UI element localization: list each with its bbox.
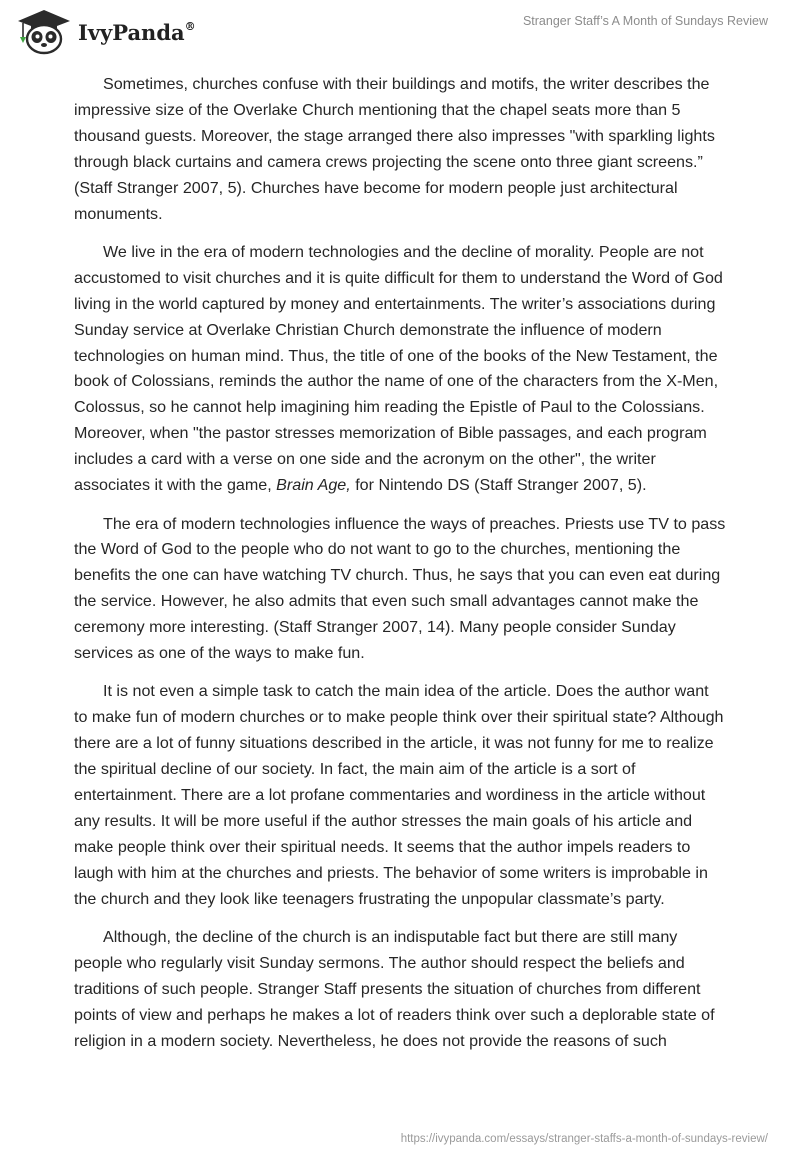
paragraph: We live in the era of modern technologies and the decline of morality. People are not accustomed to visit churches and it is quite difficult for them to understand the Word of God living in the world captured by money and entertainments. The writer’s associations during Sunday service at Overlake Christian Church demonstrate the influence of modern technologies on human mind. Thus, the title of one of the books of the New Testament, the book of Colossians, reminds the author the name of one of the characters from the X-Men, Colossus, so he cannot help imagining him reading the Epistle of Paul to the Colossians. Moreover, when "the pastor stresses memorization of Bible passages, and each program includes a card with a verse on one side and the acronym on the other", the writer associates it with the game, Brain Age, for Nintendo DS (Staff Stranger 2007, 5).	[74, 242, 723, 495]
paragraph: Although, the decline of the church is an indisputable fact but there are still many people who regularly visit Sunday sermons. The author should respect the beliefs and traditions of such people. Stranger Staff presents the situation of churches from different points of view and perhaps he makes a lot of readers think over such a deplorable state of religion in a modern society. Nevertheless, he does not provide the reasons of such	[74, 928, 715, 1050]
page-header	[0, 0, 800, 70]
footer-source-url[interactable]: https://ivypanda.com/essays/stranger-staffs-a-month-of-sundays-review/	[400, 1133, 768, 1145]
paragraph: Sometimes, churches confuse with their buildings and motifs, the writer describes the impressive size of the Overlake Church mentioning that the chapel seats more than 5 thousand guests. Moreover, the stage arranged there also impresses "with sparkling lights through black curtains and camera crews projecting the scene onto three giant screens.” (Staff Stranger 2007, 5). Churches have become for modern people just architectural monuments.	[74, 75, 715, 223]
essay-body	[74, 72, 726, 1067]
document-title: Stranger Staff’s A Month of Sundays Review	[522, 14, 768, 28]
paragraph: It is not even a simple task to catch the main idea of the article. Does the author want to make fun of modern churches or to make people think over their spiritual state? Although there are a lot of funny situations described in the article, it was not funny for me to realize the spiritual decline of our society. In fact, the main aim of the article is a sort of entertainment. There are a lot profane commentaries and wordiness in the article without any results. It will be more useful if the author stresses the main goals of his article and make people think over their spiritual needs. It seems that the author impels readers to laugh with him at the churches and priests. The behavior of some writers is improbable in the church and they look like teenagers frustrating the unpopular classmate’s party.	[74, 682, 724, 908]
paragraph: The era of modern technologies influence the ways of preaches. Priests use TV to pass the Word of God to the people who do not want to go to the churches, mentioning the benefits the one can have watching TV church. Thus, he says that you can even eat during the service. However, he also admits that even such small advantages cannot make the ceremony more interesting. (Staff Stranger 2007, 14). Many people consider Sunday services as one of the ways to make fun.	[74, 514, 726, 663]
ivypanda-logo[interactable]	[14, 7, 204, 57]
game-title-italic: Brain Age,	[276, 476, 351, 495]
panda-graduate-logo-icon	[14, 7, 74, 55]
logo-text: IvyPanda®	[78, 20, 196, 45]
